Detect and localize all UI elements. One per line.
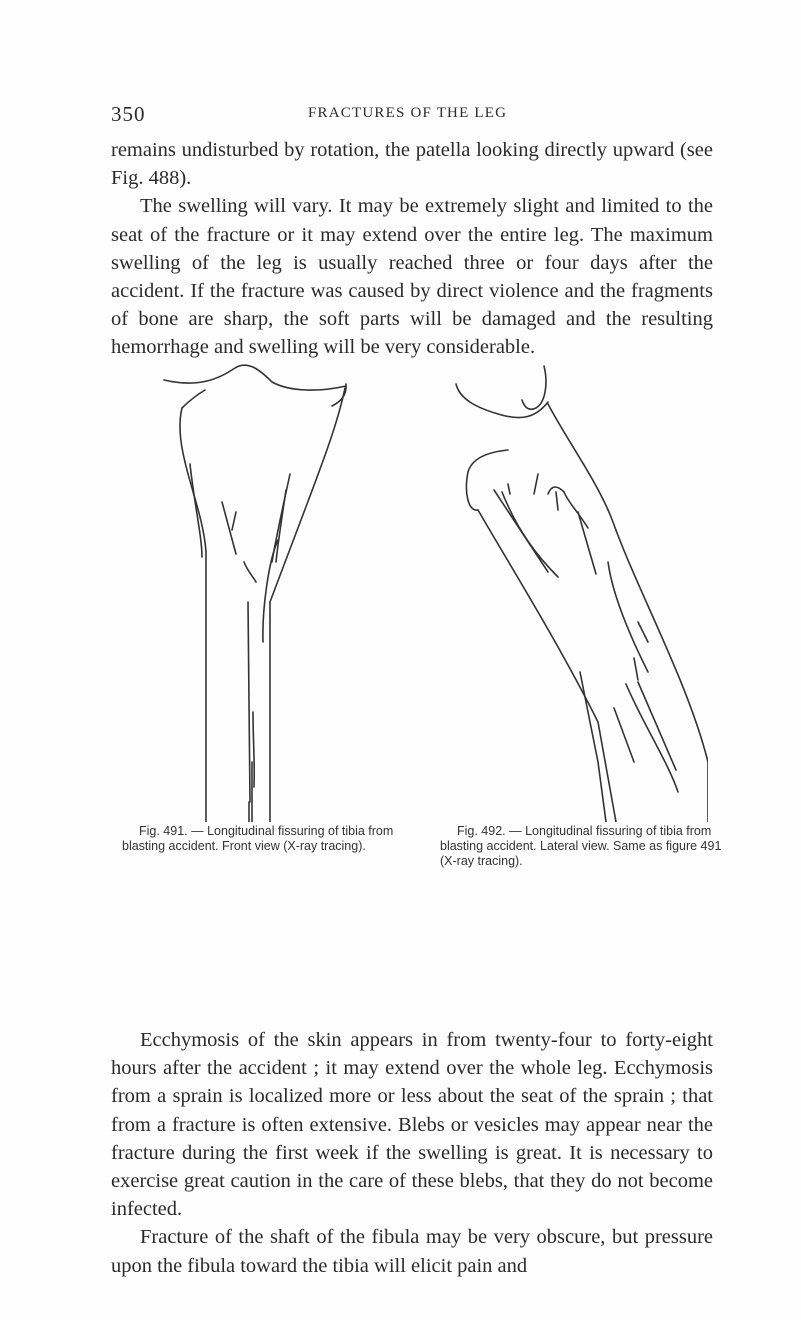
caption-text: Fig. 491. — Longitudinal fissuring of tibia from blasting accident. Front view (X-ray tracing). xyxy=(122,824,394,853)
page-number: 350 xyxy=(111,102,146,126)
running-head: FRACTURES OF THE LEG xyxy=(308,105,508,121)
figure-491-caption xyxy=(122,824,394,854)
paragraph: Ecchymosis of the skin appears in from twenty-four to forty-eight hours after the accident ; it may extend over the whole leg. Ecchymosis from a sprain is localized more or less about the seat of the sprain ; that from a fracture is often extensive. Blebs or vesicles may appear near the fracture during the first week if the swelling is great. It is necessary to exercise great caution in the care of these blebs, that they do not become infected. xyxy=(111,1029,713,1221)
figure-491-illustration xyxy=(160,362,382,822)
body-text-bottom xyxy=(111,1026,713,1280)
figure-492-caption xyxy=(440,824,730,869)
body-text-top xyxy=(111,136,713,362)
paragraph: Fracture of the shaft of the fibula may be very obscure, but pressure upon the fibula toward the tibia will elicit pain and xyxy=(111,1226,713,1277)
figure-492-illustration xyxy=(438,362,708,822)
paragraph: The swelling will vary. It may be extremely slight and limited to the seat of the fracture or it may extend over the entire leg. The maximum swelling of the leg is usually reached three or four days after the accident. If the fracture was caused by direct violence and the fragments of bone are sharp, the soft parts will be damaged and the resulting hemorrhage and swelling will be very considerable. xyxy=(111,195,713,359)
page-header xyxy=(111,102,711,126)
paragraph: remains undisturbed by rotation, the patella looking directly upward (see Fig. 488). xyxy=(111,139,713,190)
caption-text: Fig. 492. — Longitudinal fissuring of tibia from blasting accident. Lateral view. Same as figure 491 (X-ray tracing). xyxy=(440,824,722,868)
